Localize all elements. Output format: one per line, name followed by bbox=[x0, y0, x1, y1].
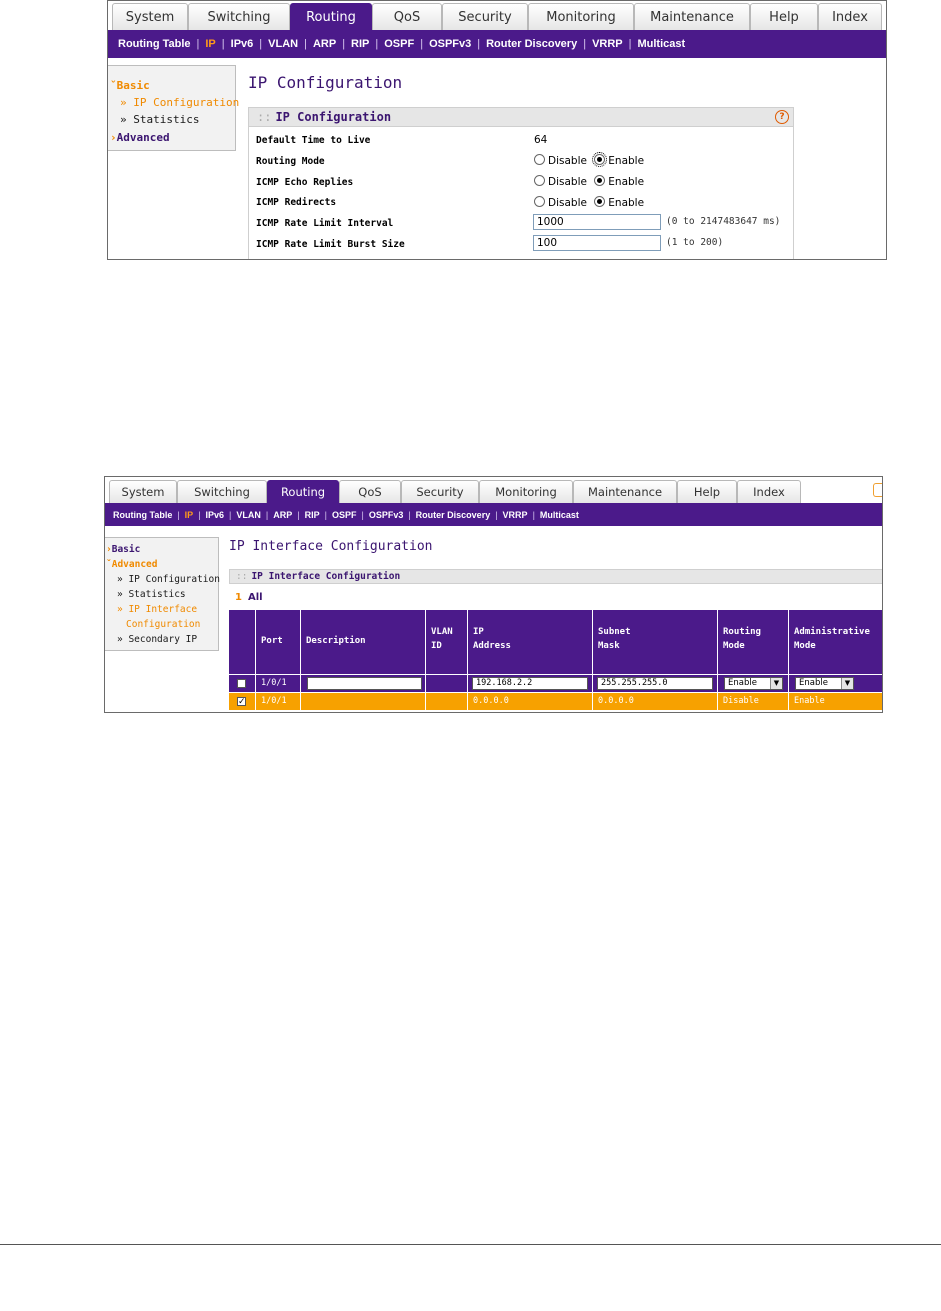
grip-icon: :: bbox=[257, 110, 272, 124]
side-advanced[interactable]: ›Advanced bbox=[110, 131, 170, 144]
col-select bbox=[229, 610, 255, 674]
routing-mode-disable-radio[interactable] bbox=[534, 154, 545, 165]
corner-tab-icon bbox=[873, 483, 882, 497]
ip-address-input[interactable]: 192.168.2.2 bbox=[472, 677, 588, 690]
burst-size-range: (1 to 200) bbox=[666, 237, 724, 248]
tab-index[interactable]: Index bbox=[737, 480, 801, 503]
page-title: IP Interface Configuration bbox=[229, 539, 433, 554]
side-advanced[interactable]: ˇAdvanced bbox=[106, 559, 158, 570]
page-title: IP Configuration bbox=[248, 73, 403, 92]
subnav-ipv6[interactable]: IPv6 bbox=[230, 38, 254, 50]
ip-configuration-screenshot bbox=[107, 0, 887, 260]
col-port: Port bbox=[255, 610, 300, 674]
subnet-mask-cell: 0.0.0.0 bbox=[592, 693, 717, 710]
side-secondary-ip[interactable]: » Secondary IP bbox=[117, 634, 198, 645]
tab-system[interactable]: System bbox=[109, 480, 177, 503]
tab-switching[interactable]: Switching bbox=[188, 3, 290, 30]
ttl-label: Default Time to Live bbox=[256, 135, 371, 146]
section-header: :: IP Interface Configuration bbox=[229, 569, 883, 584]
side-menu bbox=[105, 537, 219, 651]
table-header bbox=[229, 610, 883, 674]
tab-maintenance[interactable]: Maintenance bbox=[634, 3, 750, 30]
tab-security[interactable]: Security bbox=[401, 480, 479, 503]
side-menu bbox=[108, 65, 240, 151]
description-input[interactable] bbox=[307, 677, 422, 690]
tab-help[interactable]: Help bbox=[750, 3, 818, 30]
burst-size-label: ICMP Rate Limit Burst Size bbox=[256, 239, 405, 250]
admin-mode-cell: Enable bbox=[788, 693, 883, 710]
subnav-rip[interactable]: RIP bbox=[304, 509, 320, 520]
col-vlan-id: VLAN ID bbox=[425, 610, 467, 674]
main-tab-bar bbox=[108, 1, 886, 30]
subnav-routing-table[interactable]: Routing Table bbox=[118, 38, 191, 50]
icmp-echo-radios: Disable Enable bbox=[534, 175, 644, 188]
row-select-cell bbox=[229, 675, 255, 692]
tab-monitoring[interactable]: Monitoring bbox=[528, 3, 634, 30]
subnav-ospf[interactable]: OSPF bbox=[384, 38, 415, 50]
icmp-redirects-disable-radio[interactable] bbox=[534, 196, 545, 207]
routing-mode-select[interactable]: Enable ▼ bbox=[724, 677, 783, 690]
tab-switching[interactable]: Switching bbox=[177, 480, 267, 503]
subnav-ospf[interactable]: OSPF bbox=[331, 509, 357, 520]
vlan-cell bbox=[425, 675, 467, 692]
main-tab-bar bbox=[105, 477, 882, 503]
tab-routing[interactable]: Routing bbox=[267, 480, 339, 503]
routing-mode-enable-radio[interactable] bbox=[594, 154, 605, 165]
collapsed-arrow-icon: › bbox=[110, 131, 117, 144]
routing-sub-nav: Routing Table | IP | IPv6 | VLAN | ARP | RIP | OSPF | OSPFv3 | Router Discovery | VRRP | Multicast bbox=[108, 30, 886, 58]
side-statistics[interactable]: » Statistics bbox=[117, 589, 186, 600]
expanded-arrow-icon: ˇ bbox=[110, 79, 117, 92]
side-ip-configuration[interactable]: » IP Configuration bbox=[120, 96, 240, 109]
routing-sub-nav: Routing Table | IP | IPv6 | VLAN | ARP | RIP | OSPF | OSPFv3 | Router Discovery | VRRP | Multicast bbox=[105, 503, 882, 526]
subnav-vrrp[interactable]: VRRP bbox=[502, 509, 528, 520]
col-description: Description bbox=[300, 610, 425, 674]
ip-interface-configuration-screenshot bbox=[104, 476, 883, 713]
col-routing-mode: Routing Mode bbox=[717, 610, 788, 674]
routing-mode-cell: Disable bbox=[717, 693, 788, 710]
routing-mode-radios: Disable Enable bbox=[534, 154, 644, 167]
icmp-echo-disable-radio[interactable] bbox=[534, 175, 545, 186]
icmp-echo-enable-radio[interactable] bbox=[594, 175, 605, 186]
rate-interval-input[interactable]: 1000 bbox=[533, 214, 661, 230]
routing-mode-label: Routing Mode bbox=[256, 156, 325, 167]
side-basic[interactable]: ˇBasic bbox=[110, 79, 150, 92]
all-selector[interactable]: 1 All bbox=[235, 592, 263, 603]
subnav-ospfv3[interactable]: OSPFv3 bbox=[368, 509, 404, 520]
subnet-mask-input[interactable]: 255.255.255.0 bbox=[597, 677, 713, 690]
col-administrative-mode: Administrative Mode bbox=[788, 610, 883, 674]
subnav-routing-table[interactable]: Routing Table bbox=[113, 509, 173, 520]
subnav-ospfv3[interactable]: OSPFv3 bbox=[429, 38, 472, 50]
description-cell bbox=[300, 693, 425, 710]
subnav-multicast[interactable]: Multicast bbox=[637, 38, 686, 50]
side-ip-configuration[interactable]: » IP Configuration bbox=[117, 574, 220, 585]
subnav-ip[interactable]: IP bbox=[205, 38, 216, 50]
subnav-vlan[interactable]: VLAN bbox=[236, 509, 261, 520]
rate-interval-label: ICMP Rate Limit Interval bbox=[256, 218, 394, 229]
description-cell bbox=[300, 675, 425, 692]
dropdown-arrow-icon: ▼ bbox=[770, 678, 782, 689]
expanded-arrow-icon: ˇ bbox=[106, 559, 112, 570]
tab-system[interactable]: System bbox=[112, 3, 188, 30]
subnav-ip[interactable]: IP bbox=[184, 509, 194, 520]
side-ip-interface-configuration[interactable]: » IP Interface bbox=[117, 604, 198, 615]
subnav-arp[interactable]: ARP bbox=[273, 509, 293, 520]
tab-qos[interactable]: QoS bbox=[372, 3, 442, 30]
subnav-ipv6[interactable]: IPv6 bbox=[205, 509, 225, 520]
subnav-arp[interactable]: ARP bbox=[312, 38, 337, 50]
admin-mode-cell bbox=[788, 675, 883, 692]
side-basic[interactable]: ›Basic bbox=[106, 544, 141, 555]
help-icon[interactable]: ? bbox=[775, 110, 789, 124]
subnav-rip[interactable]: RIP bbox=[351, 38, 370, 50]
icmp-redirects-enable-radio[interactable] bbox=[594, 196, 605, 207]
row-select-cell bbox=[229, 693, 255, 710]
subnav-router-discovery[interactable]: Router Discovery bbox=[486, 38, 578, 50]
tab-index[interactable]: Index bbox=[818, 3, 882, 30]
icmp-redirects-radios: Disable Enable bbox=[534, 196, 644, 209]
subnet-mask-cell bbox=[592, 675, 717, 692]
tab-monitoring[interactable]: Monitoring bbox=[479, 480, 573, 503]
side-ip-interface-configuration-cont[interactable]: Configuration bbox=[126, 619, 201, 630]
routing-mode-cell bbox=[717, 675, 788, 692]
tab-maintenance[interactable]: Maintenance bbox=[573, 480, 677, 503]
icmp-redirects-label: ICMP Redirects bbox=[256, 197, 337, 208]
subnav-vrrp[interactable]: VRRP bbox=[592, 38, 623, 50]
footer-rule bbox=[0, 1244, 941, 1245]
port-cell: 1/0/1 bbox=[255, 675, 300, 692]
ip-address-cell bbox=[467, 675, 592, 692]
row-select-checkbox[interactable] bbox=[237, 679, 246, 688]
admin-mode-select[interactable]: Enable ▼ bbox=[795, 677, 854, 690]
side-statistics[interactable]: » Statistics bbox=[120, 113, 200, 126]
ip-address-cell: 0.0.0.0 bbox=[467, 693, 592, 710]
table-row-edit bbox=[229, 675, 883, 692]
tab-routing[interactable]: Routing bbox=[290, 3, 372, 30]
tab-qos[interactable]: QoS bbox=[339, 480, 401, 503]
subnav-multicast[interactable]: Multicast bbox=[539, 509, 579, 520]
icmp-echo-label: ICMP Echo Replies bbox=[256, 177, 354, 188]
row-checked-checkbox[interactable]: ✓ bbox=[238, 697, 246, 707]
rate-interval-range: (0 to 2147483647 ms) bbox=[666, 216, 781, 227]
collapsed-arrow-icon: › bbox=[106, 544, 112, 555]
col-ip-address: IP Address bbox=[467, 610, 592, 674]
vlan-cell bbox=[425, 693, 467, 710]
tab-help[interactable]: Help bbox=[677, 480, 737, 503]
tab-security[interactable]: Security bbox=[442, 3, 528, 30]
subnav-vlan[interactable]: VLAN bbox=[268, 38, 299, 50]
ttl-value: 64 bbox=[534, 134, 548, 146]
grip-icon: :: bbox=[236, 571, 248, 582]
dropdown-arrow-icon: ▼ bbox=[841, 678, 853, 689]
table-row[interactable] bbox=[229, 693, 883, 710]
burst-size-input[interactable]: 100 bbox=[533, 235, 661, 251]
port-cell: 1/0/1 bbox=[255, 693, 300, 710]
section-header: :: IP Configuration ? bbox=[248, 107, 794, 127]
subnav-router-discovery[interactable]: Router Discovery bbox=[415, 509, 491, 520]
col-subnet-mask: Subnet Mask bbox=[592, 610, 717, 674]
